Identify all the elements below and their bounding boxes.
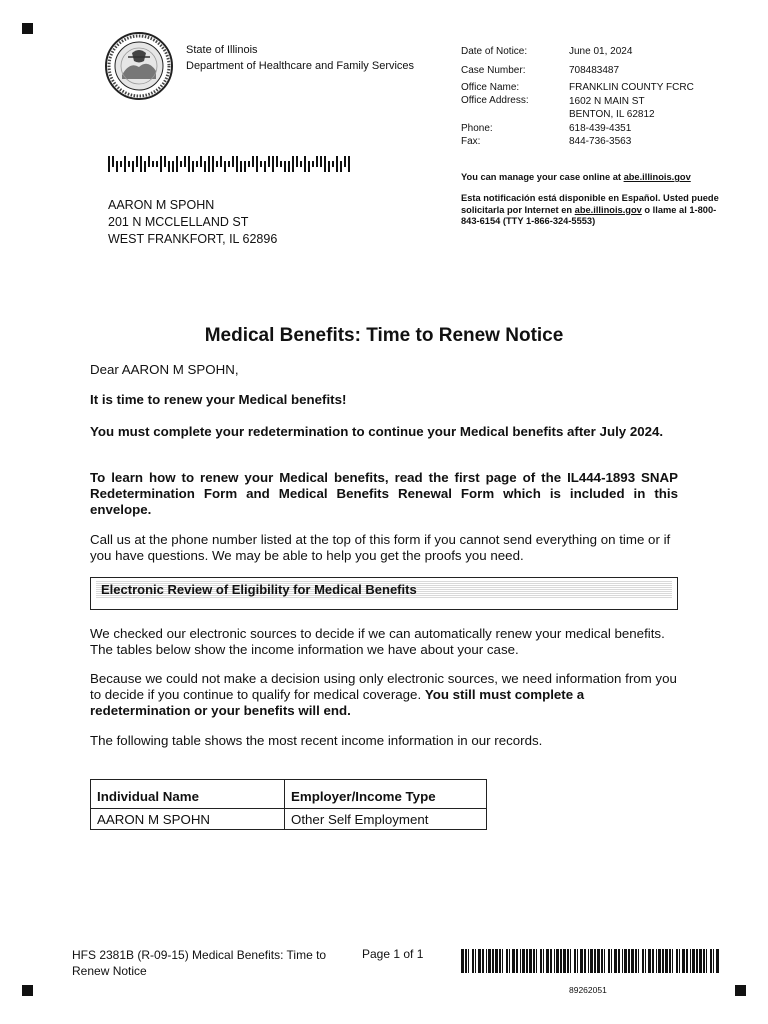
office-address-line2: BENTON, IL 62812 (569, 109, 655, 120)
recipient-address (108, 197, 277, 248)
recipient-city: WEST FRANKFORT, IL 62896 (108, 232, 278, 246)
state-seal-icon (104, 31, 174, 101)
online-notice (461, 171, 691, 183)
spanish-notice-phone: o llame al 1-800-843-6154 (TTY 1-866-324-5553) (461, 204, 717, 226)
phone-value: 618-439-4351 (569, 123, 632, 134)
redetermination-warning: You must complete your redetermination to continue your Medical benefits after July 2024. (90, 424, 664, 439)
renew-headline: It is time to renew your Medical benefits! (90, 392, 347, 407)
postal-barcode (108, 156, 350, 172)
table-row (91, 809, 487, 830)
office-address-line1: 1602 N MAIN ST (569, 96, 645, 107)
section-heading-box (90, 577, 678, 610)
decision-paragraph (90, 671, 678, 719)
form-identifier-line1: HFS 2381B (R-09-15) Medical Benefits: Time to (72, 948, 327, 962)
fax-value: 844-736-3563 (569, 136, 632, 147)
office-name-value: FRANKLIN COUNTY FCRC (569, 82, 694, 93)
cell-individual-name: AARON M SPOHN (91, 809, 285, 830)
office-address-label: Office Address: (461, 95, 529, 106)
cell-income-type: Other Self Employment (285, 809, 487, 830)
agency-state: State of Illinois (186, 44, 258, 56)
office-name-label: Office Name: (461, 82, 520, 93)
greeting: Dear AARON M SPOHN, (90, 362, 239, 377)
agency-department: Department of Healthcare and Family Services (186, 60, 415, 72)
phone-label: Phone: (461, 123, 493, 134)
spanish-notice (461, 193, 723, 228)
date-of-notice-value: June 01, 2024 (569, 46, 633, 57)
spanish-online-link[interactable]: abe.illinois.gov (574, 204, 642, 215)
header-individual-name: Individual Name (91, 780, 285, 809)
table-intro: The following table shows the most recent income information in our records. (90, 733, 543, 748)
case-number-label: Case Number: (461, 65, 526, 76)
recipient-street: 201 N MCCLELLAND ST (108, 215, 249, 229)
online-link[interactable]: abe.illinois.gov (623, 172, 691, 182)
online-notice-text: You can manage your case online at (461, 172, 624, 182)
table-header-row (91, 780, 487, 809)
registration-mark-bottom-right (735, 985, 746, 996)
electronic-sources-paragraph: We checked our electronic sources to decide if we can automatically renew your medical benefits. The tables below show the income information we have about your case. (90, 626, 665, 657)
form-identifier-line2: Renew Notice (72, 964, 147, 978)
contact-paragraph: Call us at the phone number listed at the top of this form if you cannot send everything on time or if you have questions. We may be able to help you get the proofs you need. (90, 532, 671, 563)
section-heading: Electronic Review of Eligibility for Medical Benefits (96, 581, 672, 599)
page-number: Page 1 of 1 (362, 947, 424, 961)
date-of-notice-label: Date of Notice: (461, 46, 528, 57)
document-barcode (461, 949, 719, 973)
decision-warning: You still must complete a redetermination or your benefits will end. (90, 687, 585, 718)
notice-title: Medical Benefits: Time to Renew Notice (204, 325, 564, 346)
registration-mark-top-left (22, 23, 33, 34)
fax-label: Fax: (461, 136, 481, 147)
decision-text: Because we could not make a decision using only electronic sources, we need information from you to decide if you continue to qualify for medical coverage. (90, 671, 677, 702)
barcode-number: 89262051 (569, 985, 607, 995)
recipient-name: AARON M SPOHN (108, 198, 215, 212)
header-employer-income-type: Employer/Income Type (285, 780, 487, 809)
form-identifier (72, 947, 326, 979)
registration-mark-bottom-left (22, 985, 33, 996)
case-number-value: 708483487 (569, 65, 620, 76)
income-table (90, 779, 487, 830)
renewal-instructions: To learn how to renew your Medical benefits, read the first page of the IL444-1893 SNAP Redetermination Form and Medical Benefits Renewal Form which is included in this envelope. (90, 470, 678, 517)
spanish-notice-text: Esta notificación está disponible en Español. Usted puede solicitarla por Internet en (461, 193, 719, 215)
agency-block (186, 42, 414, 74)
